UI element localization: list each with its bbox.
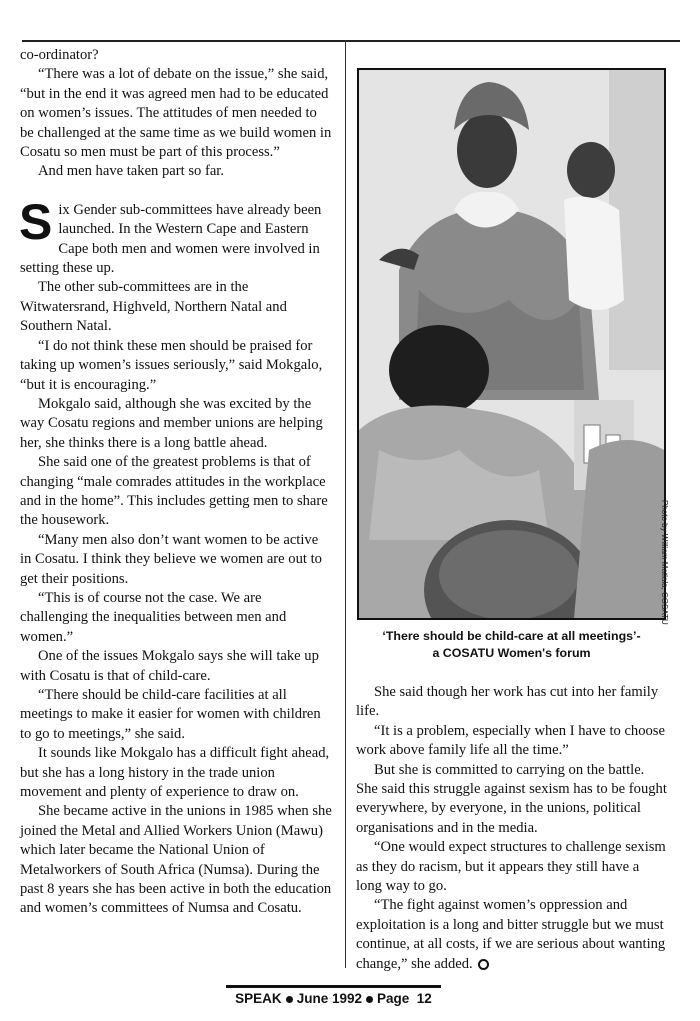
column-divider bbox=[345, 40, 346, 968]
paragraph: “There should be child-care facilities at all meetings to make it easier for women with children to go to meetings,” she said. bbox=[20, 687, 321, 742]
top-rule bbox=[22, 40, 680, 42]
right-column bbox=[356, 683, 668, 974]
paragraph: “I do not think these men should be praised for taking up women’s issues seriously,” said Mokgalo, “but it is encouraging.” bbox=[20, 337, 323, 393]
bullet-icon bbox=[286, 996, 293, 1003]
drop-cap: S bbox=[19, 193, 53, 250]
magazine-name: SPEAK bbox=[235, 991, 282, 1006]
bullet-icon bbox=[366, 996, 373, 1003]
paragraph: “It is a problem, especially when I have to choose work above family life all the time.” bbox=[356, 722, 665, 759]
footer-rule bbox=[226, 985, 441, 988]
last-paragraph bbox=[356, 896, 668, 974]
paragraph-with-dropcap bbox=[19, 193, 333, 279]
paragraph: She said though her work has cut into her family life. bbox=[356, 684, 659, 720]
section-gap bbox=[20, 182, 333, 201]
page-footer bbox=[226, 991, 441, 1006]
issue-date: June 1992 bbox=[296, 991, 362, 1006]
paragraph: But she is committed to carrying on the battle. She said this struggle against sexism has to be fought everywhere, by everyone, in the unions, political organisations and in the media. bbox=[356, 761, 667, 836]
paragraph: One of the issues Mokgalo says she will take up with Cosatu is that of child-care. bbox=[20, 648, 319, 684]
paragraph: The other sub-committees are in the Witwatersrand, Highveld, Northern Natal and Southern Natal. bbox=[20, 279, 287, 335]
paragraph: She became active in the unions in 1985 when she joined the Metal and Allied Workers Union (Mawu) which later became the National Union of Metalworkers of South Africa (Numsa). During the past 8 years she has been active in both the education and women’s committees of Numsa and Cosatu. bbox=[20, 803, 332, 917]
paragraph: co-ordinator? bbox=[20, 47, 99, 63]
paragraph: It sounds like Mokgalo has a difficult fight ahead, but she has a long history in the trade union movement and plenty of experience to draw on. bbox=[20, 745, 330, 801]
paragraph: “One would expect structures to challenge sexism as they do racism, but it appears they still have a long way to go. bbox=[356, 839, 666, 895]
paragraph: “This is of course not the case. We are challenging the inequalities between men and women.” bbox=[20, 589, 287, 645]
paragraph: Mokgalo said, although she was excited by the way Cosatu regions and member unions are helping her, she thinks there is a long battle ahead. bbox=[20, 395, 323, 451]
paragraph-text: “The fight against women’s oppression and exploitation is a long and bitter struggle but we must continue, at all costs, if we are serious about wanting change,” she added. bbox=[356, 897, 666, 972]
page-label: Page bbox=[376, 991, 410, 1006]
paragraph: “Many men also don’t want women to be active in Cosatu. I think they believe we women are out to get their positions. bbox=[20, 531, 322, 587]
left-column bbox=[20, 46, 333, 919]
end-of-article-icon bbox=[478, 959, 489, 970]
paragraph: She said one of the greatest problems is that of changing “male comrades attitudes in the workplace and in the home”. This includes getting men to share the housework. bbox=[20, 454, 328, 529]
caption-line: a COSATU Women's forum bbox=[432, 646, 591, 660]
photo-caption bbox=[357, 628, 666, 662]
caption-line: ‘There should be child-care at all meetings’- bbox=[382, 629, 641, 643]
paragraph-text: ix Gender sub-committees have already been launched. In the Western Cape and Eastern Cape both men and women were involved in setting these up. bbox=[20, 201, 322, 277]
photo-credit: Photo by William Matlala, COSATU bbox=[660, 500, 669, 625]
photo-illustration bbox=[359, 70, 664, 618]
paragraph: And men have taken part so far. bbox=[38, 163, 225, 180]
paragraph: “There was a lot of debate on the issue,” she said, “but in the end it was agreed men had to be educated on women’s issues. The attitudes of men needed to be challenged at the same time as we build women in Cosatu so men must be part of this process.” bbox=[20, 66, 332, 161]
page-number: 12 bbox=[416, 991, 432, 1006]
photo bbox=[357, 68, 666, 620]
